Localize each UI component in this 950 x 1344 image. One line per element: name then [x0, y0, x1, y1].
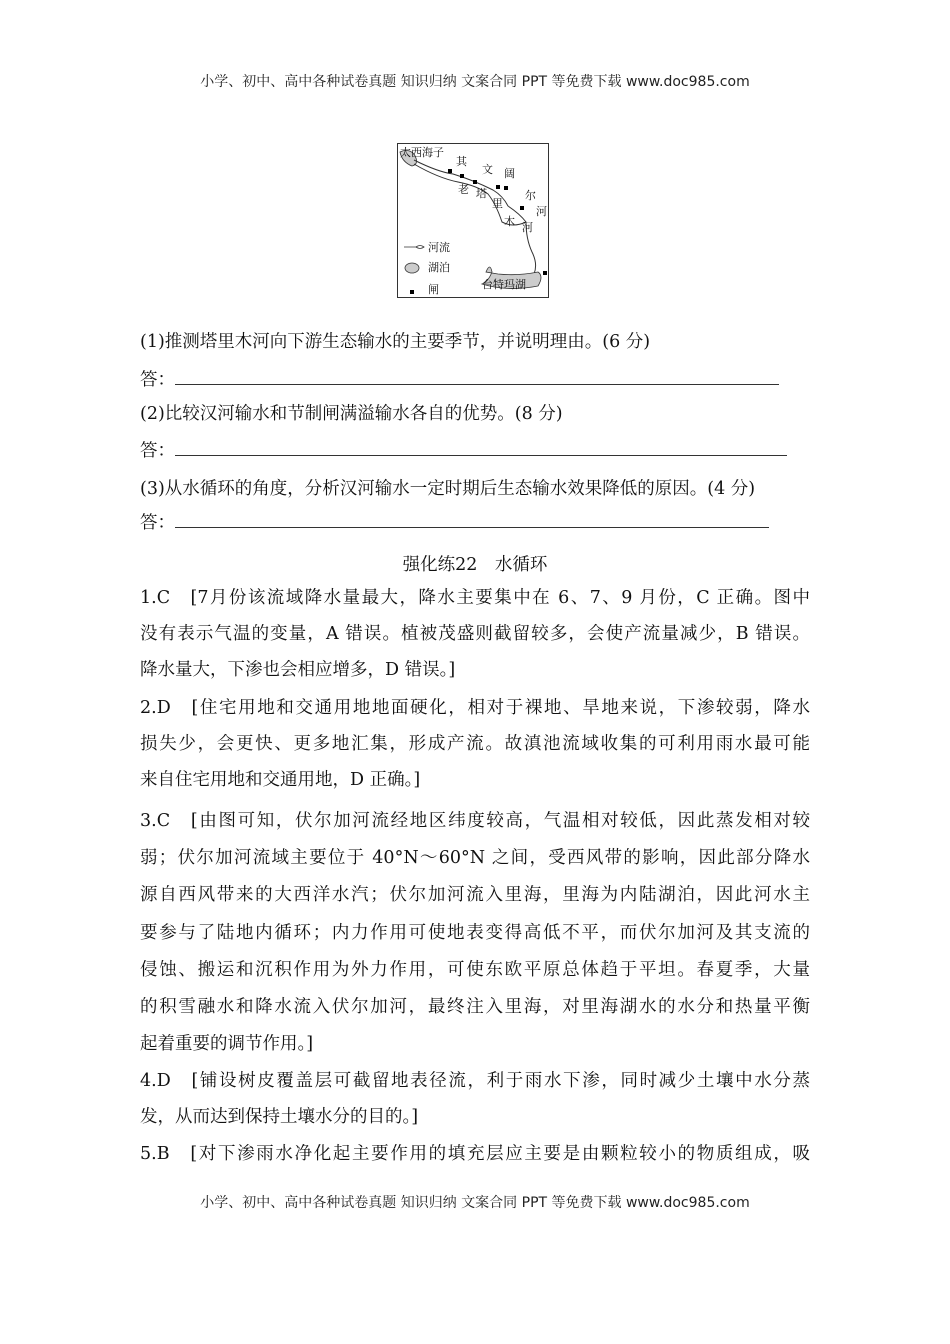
answer-text-line: 1.C [7月份该流域降水量最大，降水主要集中在 6、7、9 月份，C 正确。图中: [140, 588, 810, 608]
answer-text-line: 5.B [对下渗雨水净化起主要作用的填充层应主要是由颗粒较小的物质组成，吸: [140, 1144, 810, 1164]
map-label: 塔: [476, 187, 487, 200]
answer-text-line: 发，从而达到保持土壤水分的目的。]: [140, 1107, 419, 1127]
answer-text-line: 弱；伏尔加河流域主要位于 40°N～60°N 之间，受西风带的影响，因此部分降水: [140, 848, 810, 868]
map-label: 河: [522, 221, 533, 234]
question-3: (3)从水循环的角度，分析汉河输水一定时期后生态输水效果降低的原因。(4 分): [140, 479, 756, 499]
question-2: (2)比较汉河输水和节制闸满溢输水各自的优势。(8 分): [140, 404, 563, 424]
question-1: (1)推测塔里木河向下游生态输水的主要季节，并说明理由。(6 分): [140, 332, 651, 352]
page-footer: 小学、初中、高中各种试卷真题 知识归纳 文案合同 PPT 等免费下载 www.doc985.com: [200, 1195, 750, 1211]
map-label: 文: [482, 163, 493, 176]
map-label: 太西海子: [400, 146, 444, 159]
map-label: 老: [458, 183, 469, 196]
answer-text-line: 没有表示气温的变量，A 错误。植被茂盛则截留较多，会使产流量减少，B 错误。: [140, 624, 810, 644]
answer-text-line: 损失少，会更快、更多地汇集，形成产流。故滇池流域收集的可利用雨水最可能: [140, 734, 810, 754]
legend-lake: 湖泊: [428, 261, 450, 274]
answer-label: 答：: [140, 513, 175, 533]
answer-text-line: 起着重要的调节作用。]: [140, 1034, 314, 1054]
answer-label: 答：: [140, 370, 175, 390]
answer-text-line: 要参与了陆地内循环；内力作用可使地表变得高低不平，而伏尔加河及其支流的: [140, 923, 810, 943]
answer-line-1[interactable]: [140, 369, 779, 391]
answer-text-line: 降水量大，下渗也会相应增多，D 错误。]: [140, 660, 456, 680]
answer-line-2[interactable]: [140, 440, 787, 462]
tarim-river-map: [397, 143, 549, 298]
answer-text-line: 3.C [由图可知，伏尔加河流经地区纬度较高，气温相对较低，因此蒸发相对较: [140, 811, 810, 831]
map-label: 台特玛湖: [482, 278, 526, 291]
answer-text-line: 的积雪融水和降水流入伏尔加河，最终注入里海，对里海湖水的水分和热量平衡: [140, 997, 810, 1017]
answer-text-line: 来自住宅用地和交通用地，D 正确。]: [140, 770, 421, 790]
map-label: 尔: [525, 189, 536, 202]
section-title: 强化练22 水循环: [402, 555, 548, 575]
map-label: 阔: [504, 167, 515, 180]
answer-text-line: 2.D [住宅用地和交通用地地面硬化，相对于裸地、旱地来说，下渗较弱，降水: [140, 698, 810, 718]
legend-river: 河流: [428, 241, 450, 254]
page-header: 小学、初中、高中各种试卷真题 知识归纳 文案合同 PPT 等免费下载 www.doc985.com: [200, 74, 750, 90]
map-label: 其: [456, 155, 467, 168]
map-label: 里: [492, 197, 503, 210]
map-label: 木: [504, 215, 515, 228]
answer-text-line: 侵蚀、搬运和沉积作用为外力作用，可使东欧平原总体趋于平坦。春夏季，大量: [140, 960, 810, 980]
answer-line-3[interactable]: [140, 512, 769, 534]
answer-text-line: 源自西风带来的大西洋水汽；伏尔加河流入里海，里海为内陆湖泊，因此河水主: [140, 885, 810, 905]
legend-sluice: 闸: [428, 283, 439, 296]
answer-label: 答：: [140, 441, 175, 461]
map-label: 河: [536, 205, 547, 218]
answer-text-line: 4.D [铺设树皮覆盖层可截留地表径流，利于雨水下渗，同时减少土壤中水分蒸: [140, 1071, 810, 1091]
